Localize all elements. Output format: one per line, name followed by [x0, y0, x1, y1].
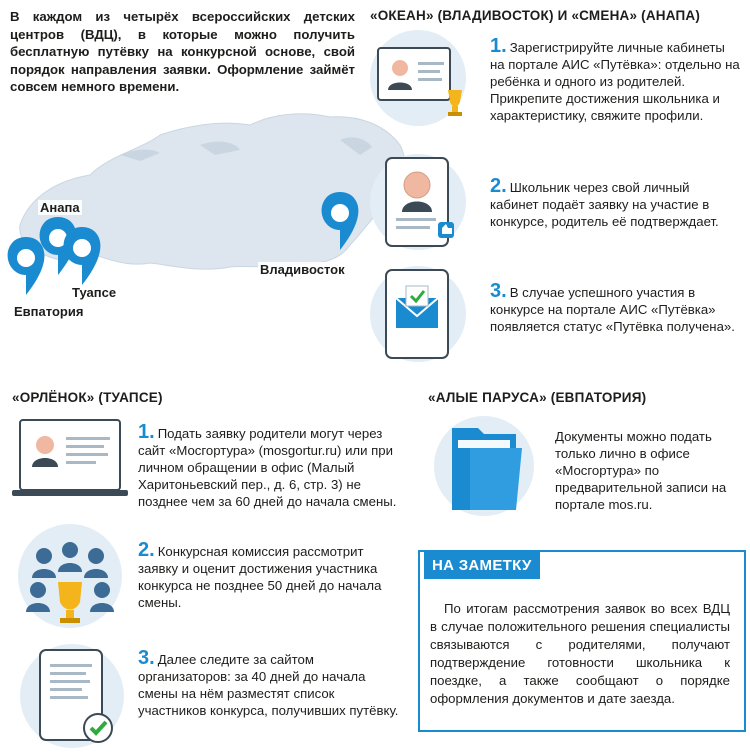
ocean-step-2 [490, 175, 740, 230]
tablet-like-icon [368, 150, 478, 255]
step-text: Зарегистрируйте личные кабинеты на портале АИС «Путёвка»: отдельно на ребёнка и одного из родителей. Прикрепите достижения школьника и характеристику, свяжите профили. [490, 40, 740, 123]
orlyonok-step-2 [138, 539, 400, 611]
note-title: НА ЗАМЕТКУ [424, 552, 540, 579]
alye-parusa-text: Документы можно подать только лично в офисе «Мосгортура» по предварительной записи на портале mos.ru. [555, 429, 727, 512]
city-vladivostok: Владивосток [260, 262, 345, 277]
step-number: 3. [138, 647, 155, 669]
orlyonok-step-1 [138, 421, 400, 510]
step-number: 3. [490, 280, 507, 302]
step-text: Далее следите за сайтом организаторов: за 40 дней до начала смены на нём разместят список участников конкурса, получивших путёвку. [138, 652, 399, 718]
ocean-step-3 [490, 280, 740, 335]
laptop-profile-icon [10, 415, 140, 505]
section-title-ocean-smena: «ОКЕАН» (ВЛАДИВОСТОК) И «СМЕНА» (АНАПА) [370, 8, 701, 23]
profile-trophy-icon [368, 28, 478, 128]
section-title-orlyonok: «ОРЛЁНОК» (ТУАПСЕ) [12, 390, 163, 405]
step-text: Школьник через свой личный кабинет подаёт заявку на участие в конкурсе, родитель её подтверждает. [490, 180, 719, 229]
step-number: 1. [138, 421, 155, 443]
note-text: По итогам рассмотрения заявок во всех ВДЦ в случае положительного решения специалисты связываются с родителями, получают подтверждение готовности школьника к поездке, а также сообщают о порядке оформления документов и дате заезда. [430, 601, 730, 706]
step-text: Конкурсная комиссия рассмотрит заявку и оценит достижения участника конкурса не позднее 50 дней до начала смены. [138, 544, 382, 610]
ocean-step-1 [490, 35, 740, 124]
intro-text: В каждом из четырёх всероссийских детских центров (ВДЦ), в которые можно получить бесплатную путёвку на конкурсной основе, свой порядок направления заявки. Оформление займёт совсем немного времени. [10, 9, 355, 94]
city-tuapse: Туапсе [72, 285, 117, 300]
orlyonok-step-3 [138, 647, 400, 719]
step-number: 2. [138, 539, 155, 561]
city-evpatoria: Евпатория [14, 304, 84, 319]
step-number: 1. [490, 35, 507, 57]
step-number: 2. [490, 175, 507, 197]
step-text: Подать заявку родители могут через сайт «Мосгортура» (mosgortur.ru) или при личном обращении в офис (Малый Харитоньевский пер., д. 6, стр. 3) не позднее чем за 60 дней до начала смены. [138, 426, 397, 509]
tablet-mail-icon [368, 262, 478, 367]
folder-icon [430, 410, 540, 520]
tablet-check-icon [16, 640, 132, 750]
pin-tuapse [64, 227, 101, 285]
city-anapa: Анапа [40, 200, 80, 215]
pin-evpatoria [8, 237, 45, 295]
step-text: В случае успешного участия в конкурсе на портале АИС «Путёвка» появляется статус «Путёвка получена». [490, 285, 735, 334]
commission-trophy-icon [14, 520, 130, 630]
section-title-alye-parusa: «АЛЫЕ ПАРУСА» (ЕВПАТОРИЯ) [428, 390, 647, 405]
